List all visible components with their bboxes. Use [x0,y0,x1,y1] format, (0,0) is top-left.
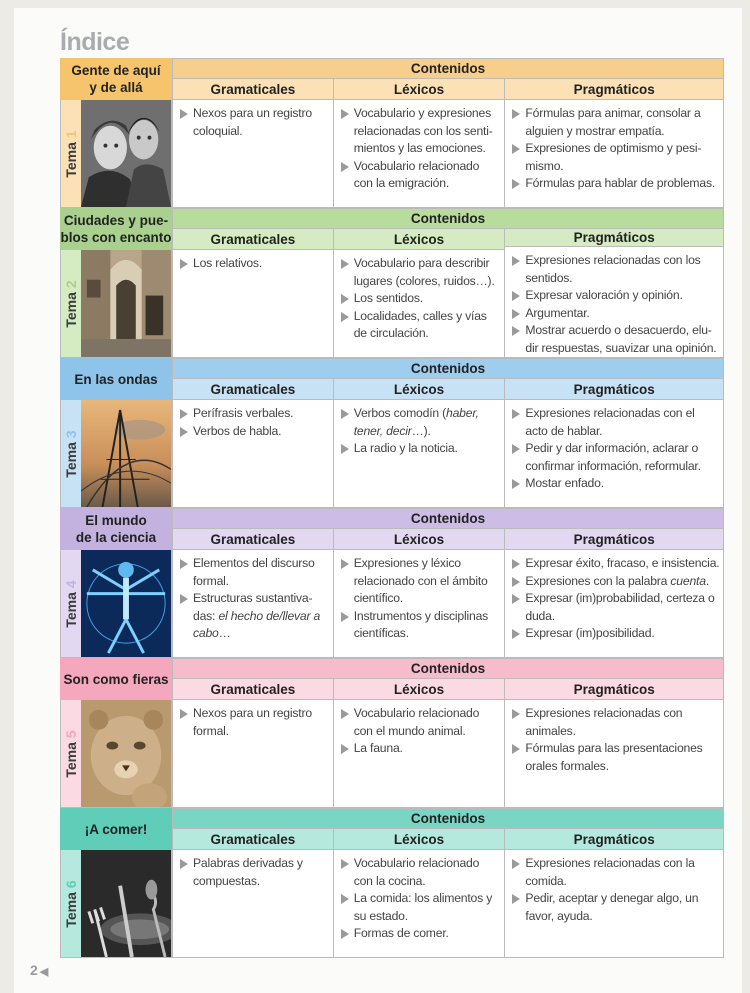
lexicos-column [334,679,506,808]
tema-block [60,808,724,958]
tema-image-cell [60,850,172,958]
item-text: … [218,626,231,640]
item-text: Verbos comodín ( [353,406,447,420]
item-text: . [705,573,709,588]
tema-name-line1: Ciudades y pue- [63,213,169,228]
tema-name-line2: de la ciencia [75,530,157,545]
item-text: Estructuras sustantiva- das: [193,591,313,623]
lexicos-column [334,229,506,358]
column-header: Gramaticales [173,829,333,850]
contents-columns [172,829,724,958]
item-italic-text: haber, tener, decir [353,406,479,438]
pragmaticos-column [505,529,724,658]
column-body [173,850,333,957]
bullet-item: Palabras derivadas y compuestas. [177,855,330,890]
bullet-item: La comida: los alimentos y su estado. [338,890,502,925]
tema-image-cell [60,700,172,808]
tema-tab-number: 4 [63,579,79,588]
bullet-item: Expresiones relacionadas con animales. [509,705,720,740]
gramaticales-column [173,379,334,508]
column-header: Léxicos [334,229,505,250]
bullet-item: Expresiones relacionadas con el acto de hablar. [509,405,720,440]
tema-tab-word: Tema [63,441,79,478]
tema-tab-number: 6 [63,879,79,888]
bullet-item: Verbos de habla. [177,423,330,441]
tema-photo [81,850,171,957]
tema-tab [61,850,81,957]
page-title: Índice [60,28,130,56]
tema-name-line1: Son como fieras [63,671,169,687]
pragmaticos-column [505,679,724,808]
tema-block [60,208,724,358]
column-body [505,550,723,657]
bullet-item: Instrumentos y disciplinas científicas. [338,608,502,643]
pragmaticos-column [505,829,724,958]
item-italic-text: cuenta [670,573,706,588]
tema-tab [61,550,81,657]
column-header: Gramaticales [173,379,333,400]
bullet-item: Vocabulario relacionado con el mundo animal. [338,705,502,740]
page-arrow-icon: ◀ [39,966,49,978]
tema-tab [61,700,81,807]
bullet-item: Fórmulas para las presentaciones orales formales. [509,740,720,775]
gramaticales-column [173,229,334,358]
tema-name [60,58,172,100]
contents-columns [172,679,724,808]
column-header: Pragmáticos [505,379,723,400]
contents-band: Contenidos [172,208,724,229]
bullet-item: Fórmulas para hablar de problemas. [509,175,720,193]
tema-name-line2: blos con encanto [60,230,172,245]
tema-block [60,358,724,508]
column-body [173,550,333,657]
column-header: Léxicos [334,529,505,550]
bullet-item: Vocabulario relacionado con la emigración. [338,158,502,193]
column-body [173,400,333,507]
column-body [505,400,723,507]
item-text: Expresiones con la palabra [525,573,671,588]
tema-photo [81,250,171,357]
tema-block [60,58,724,208]
tema-photo [81,100,171,207]
column-body [334,250,505,357]
bullet-item: La radio y la noticia. [338,440,502,458]
column-header: Pragmáticos [505,679,723,700]
pragmaticos-column [505,79,724,208]
tema-tab-number: 3 [63,429,79,438]
column-header: Léxicos [334,79,505,100]
tema-block [60,658,724,808]
bullet-item: Expresiones relacionadas con los sentidos. [509,252,720,287]
column-body [173,700,333,807]
column-header: Gramaticales [173,679,333,700]
tema-tab-word: Tema [63,891,79,928]
tema-photo [81,700,171,807]
column-body [334,700,505,807]
page-number-text: 2 [30,962,38,978]
tema-tab-word: Tema [63,741,79,778]
tema-name [60,358,172,400]
bullet-item: Elementos del discurso formal. [177,555,330,590]
bullet-item: Mostar enfado. [509,475,720,493]
bullet-item: Vocabulario y expresiones relacionadas con los senti- mientos y las emociones. [338,105,502,158]
column-body [334,100,505,207]
bullet-item: Vocabulario para describir lugares (colores, ruidos…). [338,255,502,290]
column-header: Léxicos [334,379,505,400]
bullet-item: Pedir, aceptar y denegar algo, un favor, ayuda. [509,890,720,925]
column-body [505,100,723,207]
column-header: Léxicos [334,829,505,850]
column-body [334,550,505,657]
contents-columns [172,229,724,358]
tema-name [60,658,172,700]
bullet-item: Vocabulario relacionado con la cocina. [338,855,502,890]
bullet-item: Fórmulas para animar, consolar a alguien y mostrar empatía. [509,105,720,140]
column-header: Léxicos [334,679,505,700]
lexicos-column [334,379,506,508]
gramaticales-column [173,829,334,958]
column-body [505,700,723,807]
pragmaticos-column [505,379,724,508]
column-header: Pragmáticos [505,229,723,247]
column-body [505,850,723,957]
bullet-item: Perífrasis verbales. [177,405,330,423]
gramaticales-column [173,679,334,808]
tema-tab [61,400,81,507]
column-header: Pragmáticos [505,529,723,550]
item-italic-text: el hecho de/llevar a cabo [193,608,321,640]
tema-image-cell [60,400,172,508]
page-number [30,962,48,978]
tema-tab-number: 5 [63,729,79,738]
tema-block [60,508,724,658]
column-body [334,400,505,507]
column-header: Pragmáticos [505,79,723,100]
pragmaticos-column [505,229,724,358]
tema-name [60,508,172,550]
bullet-item: Localidades, calles y vías de circulación. [338,308,502,343]
column-header: Gramaticales [173,79,333,100]
bullet-item: Expresar valoración y opinión. [509,287,720,305]
lexicos-column [334,829,506,958]
tema-image-cell [60,100,172,208]
bullet-item: Nexos para un registro coloquial. [177,105,330,140]
bullet-item: Los sentidos. [338,290,502,308]
tema-name-line1: Gente de aquí [71,63,161,78]
tema-tab-word: Tema [63,141,79,178]
tema-tab-word: Tema [63,591,79,628]
bullet-item: Expresiones relacionadas con la comida. [509,855,720,890]
bullet-item [177,590,330,643]
bullet-item: Pedir y dar información, aclarar o confirmar información, reformular. [509,440,720,475]
bullet-item: Expresar éxito, fracaso, e insistencia. [509,555,720,573]
lexicos-column [334,79,506,208]
tema-name [60,208,172,250]
contents-band: Contenidos [172,358,724,379]
tema-name-line2: y de allá [89,80,143,95]
tema-tab-number: 2 [63,279,79,288]
column-header: Pragmáticos [505,829,723,850]
tema-tab-word: Tema [63,291,79,328]
lexicos-column [334,529,506,658]
tema-name-line1: El mundo [85,513,147,528]
tema-tab-number: 1 [63,129,79,138]
tema-photo [81,400,171,507]
contents-columns [172,379,724,508]
tema-image-cell [60,250,172,358]
bullet-item: Expresiones y léxico relacionado con el ámbito científico. [338,555,502,608]
tema-tab [61,100,81,207]
bullet-item [338,405,502,440]
column-header: Gramaticales [173,229,333,250]
bullet-item: Mostrar acuerdo o desacuerdo, elu- dir respuestas, suavizar una opinión. [509,322,720,357]
gramaticales-column [173,79,334,208]
bullet-item: Expresiones de optimismo y pesi- mismo. [509,140,720,175]
tema-name-line1: En las ondas [74,371,158,387]
column-body [505,247,723,357]
bullet-item: Argumentar. [509,305,720,323]
tema-photo [81,550,171,657]
bullet-item: Nexos para un registro formal. [177,705,330,740]
contents-band: Contenidos [172,658,724,679]
contents-band: Contenidos [172,808,724,829]
tema-image-cell [60,550,172,658]
bullet-item [509,573,720,591]
contents-columns [172,79,724,208]
item-text: …). [411,423,431,438]
bullet-item: Expresar (im)posibilidad. [509,625,720,643]
tema-name-line1: ¡A comer! [84,821,148,837]
column-body [173,250,333,357]
tema-tab [61,250,81,357]
bullet-item: Expresar (im)probabilidad, certeza o duda. [509,590,720,625]
contents-columns [172,529,724,658]
bullet-item: La fauna. [338,740,502,758]
column-header: Gramaticales [173,529,333,550]
column-body [334,850,505,957]
tema-name [60,808,172,850]
bullet-item: Formas de comer. [338,925,502,943]
contents-band: Contenidos [172,508,724,529]
bullet-item: Los relativos. [177,255,330,273]
gramaticales-column [173,529,334,658]
column-body [173,100,333,207]
contents-band: Contenidos [172,58,724,79]
